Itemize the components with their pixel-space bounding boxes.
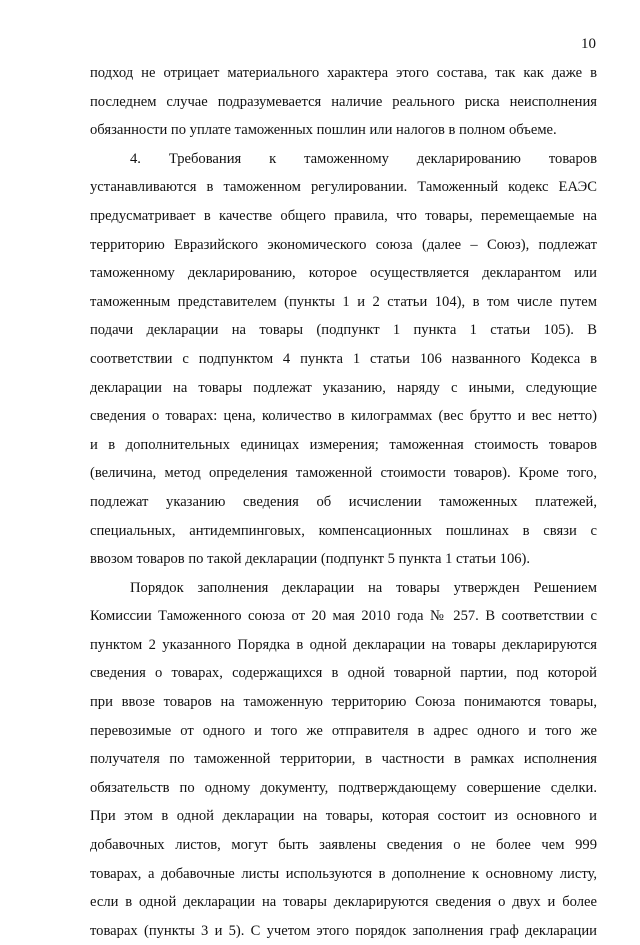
text-line: Порядок заполнения декларации на товары утвержден Решением	[130, 579, 597, 596]
text-line: если в одной декларации на товары декларируются сведения о двух и более	[90, 894, 597, 911]
text-line: обязательств по одному документу, подтверждающему совершение сделки.	[90, 779, 597, 796]
text-line: таможенным представителем (пункты 1 и 2 статьи 104), в том числе путем	[90, 293, 597, 310]
text-line: при ввозе товаров на таможенную территорию Союза понимаются товары,	[90, 694, 597, 711]
text-line: пунктом 2 указанного Порядка в одной декларации на товары декларируются	[90, 636, 597, 653]
text-line: обязанности по уплате таможенных пошлин или налогов в полном объеме.	[90, 122, 557, 139]
text-line: сведения о товарах: цена, количество в килограммах (вес брутто и вес нетто)	[90, 408, 597, 425]
text-line: подлежат указанию сведения об исчислении таможенных платежей,	[90, 493, 597, 510]
text-line: 4. Требования к таможенному декларированию товаров	[130, 150, 597, 167]
text-line: товарах, а добавочные листы используются в дополнение к основному листу,	[90, 865, 597, 882]
text-line: устанавливаются в таможенном регулировании. Таможенный кодекс ЕАЭС	[90, 179, 597, 196]
text-line: подход не отрицает материального характера этого состава, так как даже в	[90, 65, 597, 81]
text-line: перевозимые от одного и того же отправителя в адрес одного и того же	[90, 722, 597, 739]
text-line: добавочных листов, могут быть заявлены сведения о не более чем 999	[90, 837, 597, 854]
text-line: территорию Евразийского экономического союза (далее – Союз), подлежат	[90, 236, 597, 253]
document-body	[90, 59, 597, 945]
text-line: подачи декларации на товары (подпункт 1 пункта 1 статьи 105). В	[90, 322, 597, 339]
text-line: таможенному декларированию, которое осуществляется декларантом или	[90, 265, 597, 282]
text-line: специальных, антидемпинговых, компенсационных пошлинах в связи с	[90, 522, 597, 539]
text-line: Комиссии Таможенного союза от 20 мая 2010 года № 257. В соответствии с	[90, 608, 597, 625]
text-line: ввозом товаров по такой декларации (подпункт 5 пункта 1 статьи 106).	[90, 551, 531, 568]
text-line: (величина, метод определения таможенной стоимости товаров). Кроме того,	[90, 465, 597, 482]
text-line: сведения о товарах, содержащихся в одной товарной партии, под которой	[90, 665, 597, 682]
text-line: декларации на товары подлежат указанию, наряду с иными, следующие	[90, 379, 597, 396]
page-number: 10	[581, 36, 596, 52]
text-line: получателя по таможенной территории, в частности в рамках исполнения	[90, 751, 597, 768]
text-line: и в дополнительных единицах измерения; таможенная стоимость товаров	[90, 436, 597, 453]
text-line: При этом в одной декларации на товары, которая состоит из основного и	[90, 808, 597, 825]
text-line: соответствии с подпунктом 4 пункта 1 статьи 106 названного Кодекса в	[90, 350, 597, 367]
text-line: предусматривает в качестве общего правила, что товары, перемещаемые на	[90, 207, 597, 224]
text-line: последнем случае подразумевается наличие реального риска неисполнения	[90, 93, 597, 110]
text-line: товарах (пункты 3 и 5). С учетом этого порядок заполнения граф декларации	[90, 922, 597, 939]
paragraph-1	[90, 59, 597, 145]
paragraph-3	[90, 574, 597, 945]
paragraph-2	[90, 145, 597, 574]
